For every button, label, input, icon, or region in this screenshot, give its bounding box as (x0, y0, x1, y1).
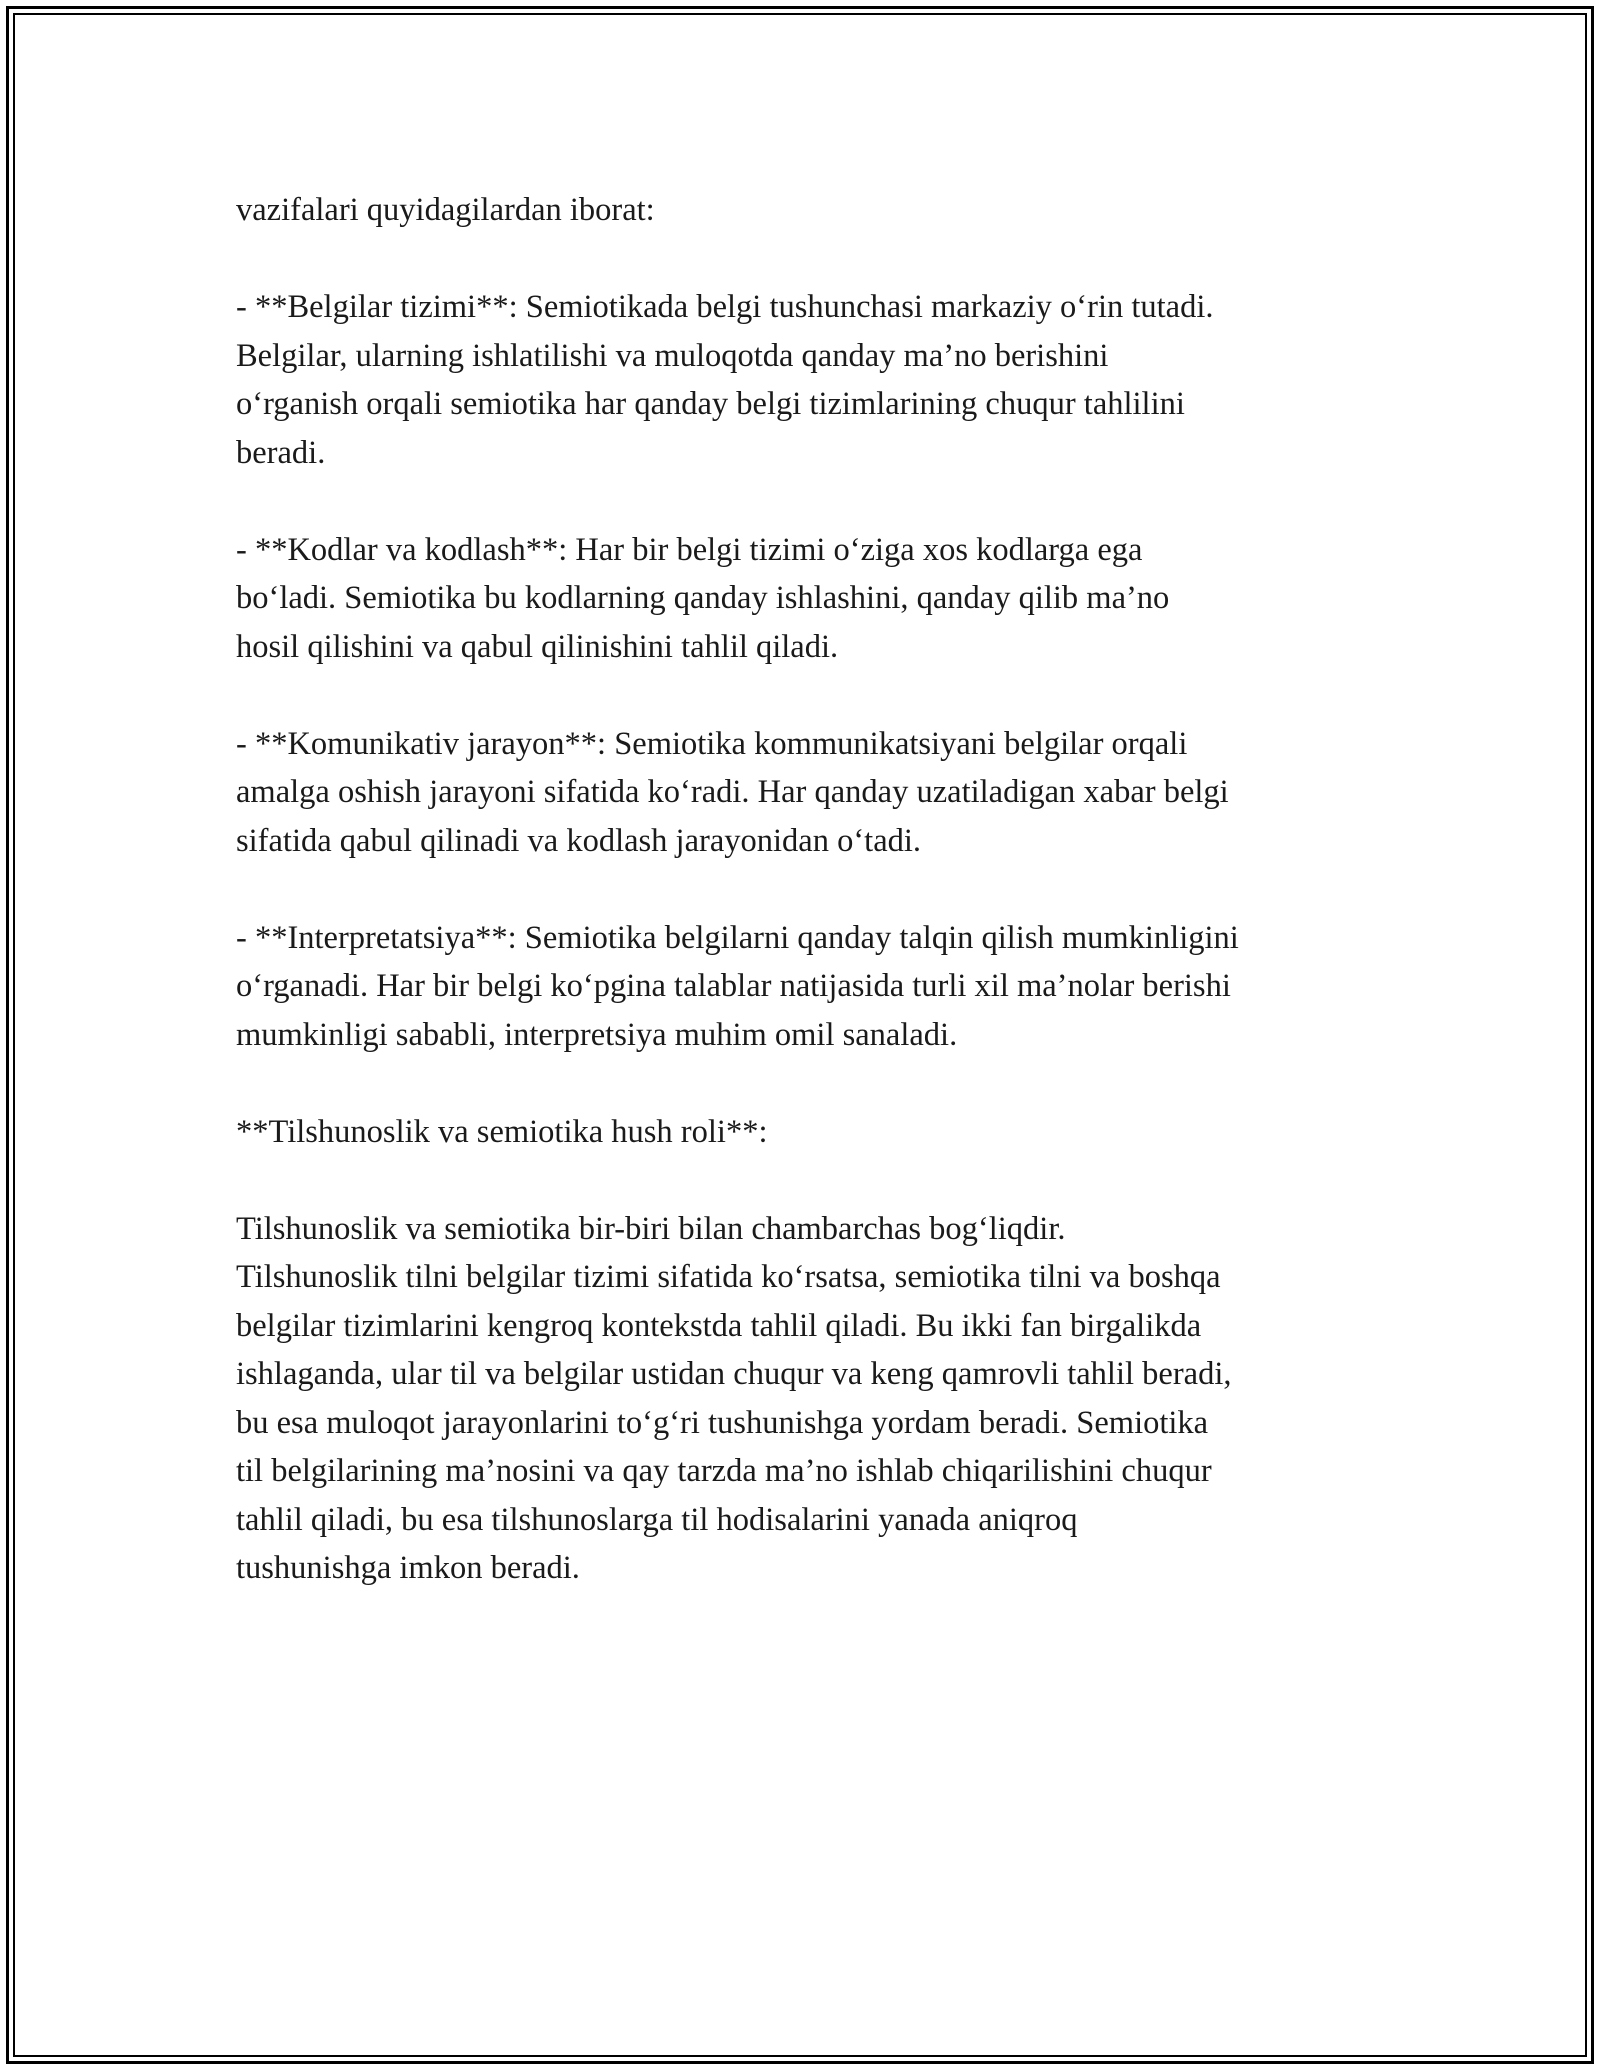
text-line: mumkinligi sababli, interpretsiya muhim omil sanaladi. (236, 1016, 958, 1053)
text-line: til belgilarining ma’nosini va qay tarzda ma’no ishlab chiqarilishini chuqur (236, 1453, 1212, 1489)
text-line: bo‘ladi. Semiotika bu kodlarning qanday ishlashini, qanday qilib ma’no (236, 580, 1170, 616)
intro-line (236, 186, 1376, 235)
closing-paragraph (236, 1205, 1376, 1593)
text-line: hosil qilishini va qabul qilinishini tahlil qiladi. (236, 628, 839, 665)
text-line: o‘rganish orqali semiotika har qanday belgi tizimlarining chuqur tahlilini (236, 386, 1185, 422)
text-line: - **Interpretatsiya**: Semiotika belgilarni qanday talqin qilish mumkinligini (236, 919, 1239, 956)
belgilar-tizimi-item (236, 283, 1376, 477)
text-line: - **Komunikativ jarayon**: Semiotika kommunikatsiyani belgilar orqali (236, 725, 1188, 762)
komunikativ-item (236, 720, 1376, 866)
text-line: bu esa muloqot jarayonlarini to‘g‘ri tushunishga yordam beradi. Semiotika (236, 1404, 1209, 1441)
text-line: tushunishga imkon beradi. (236, 1550, 580, 1586)
text-line: - **Belgilar tizimi**: Semiotikada belgi tushunchasi markaziy o‘rin tutadi. (236, 289, 1214, 325)
text-line: ishlaganda, ular til va belgilar ustidan chuqur va keng qamrovli tahlil beradi, (236, 1356, 1232, 1392)
text-line: sifatida qabul qilinadi va kodlash jarayonidan o‘tadi. (236, 822, 922, 859)
text-line: Tilshunoslik tilni belgilar tizimi sifatida ko‘rsatsa, semiotika tilni va boshqa (236, 1259, 1221, 1295)
text-line: beradi. (236, 434, 326, 471)
text-line: amalga oshish jarayoni sifatida ko‘radi. Har qanday uzatiladigan xabar belgi (236, 774, 1229, 810)
text-line: Tilshunoslik va semiotika bir-biri bilan chambarchas bog‘liqdir. (236, 1210, 1066, 1247)
text-line: vazifalari quyidagilardan iborat: (236, 192, 655, 228)
text-line: - **Kodlar va kodlash**: Har bir belgi tizimi o‘ziga xos kodlarga ega (236, 531, 1143, 568)
interpretatsiya-item (236, 914, 1376, 1060)
text-line: o‘rganadi. Har bir belgi ko‘pgina talablar natijasida turli xil ma’nolar berishi (236, 968, 1231, 1004)
document-body (236, 186, 1376, 1641)
text-line: tahlil qiladi, bu esa tilshunoslarga til hodisalarini yanada aniqroq (236, 1501, 1078, 1538)
text-line: belgilar tizimlarini kengroq kontekstda tahlil qiladi. Bu ikki fan birgalikda (236, 1307, 1202, 1344)
text-line: Belgilar, ularning ishlatilishi va muloqotda qanday ma’no berishini (236, 337, 1109, 374)
kodlar-item (236, 526, 1376, 672)
section-heading (236, 1108, 1376, 1157)
text-line: **Tilshunoslik va semiotika hush roli**: (236, 1113, 768, 1150)
